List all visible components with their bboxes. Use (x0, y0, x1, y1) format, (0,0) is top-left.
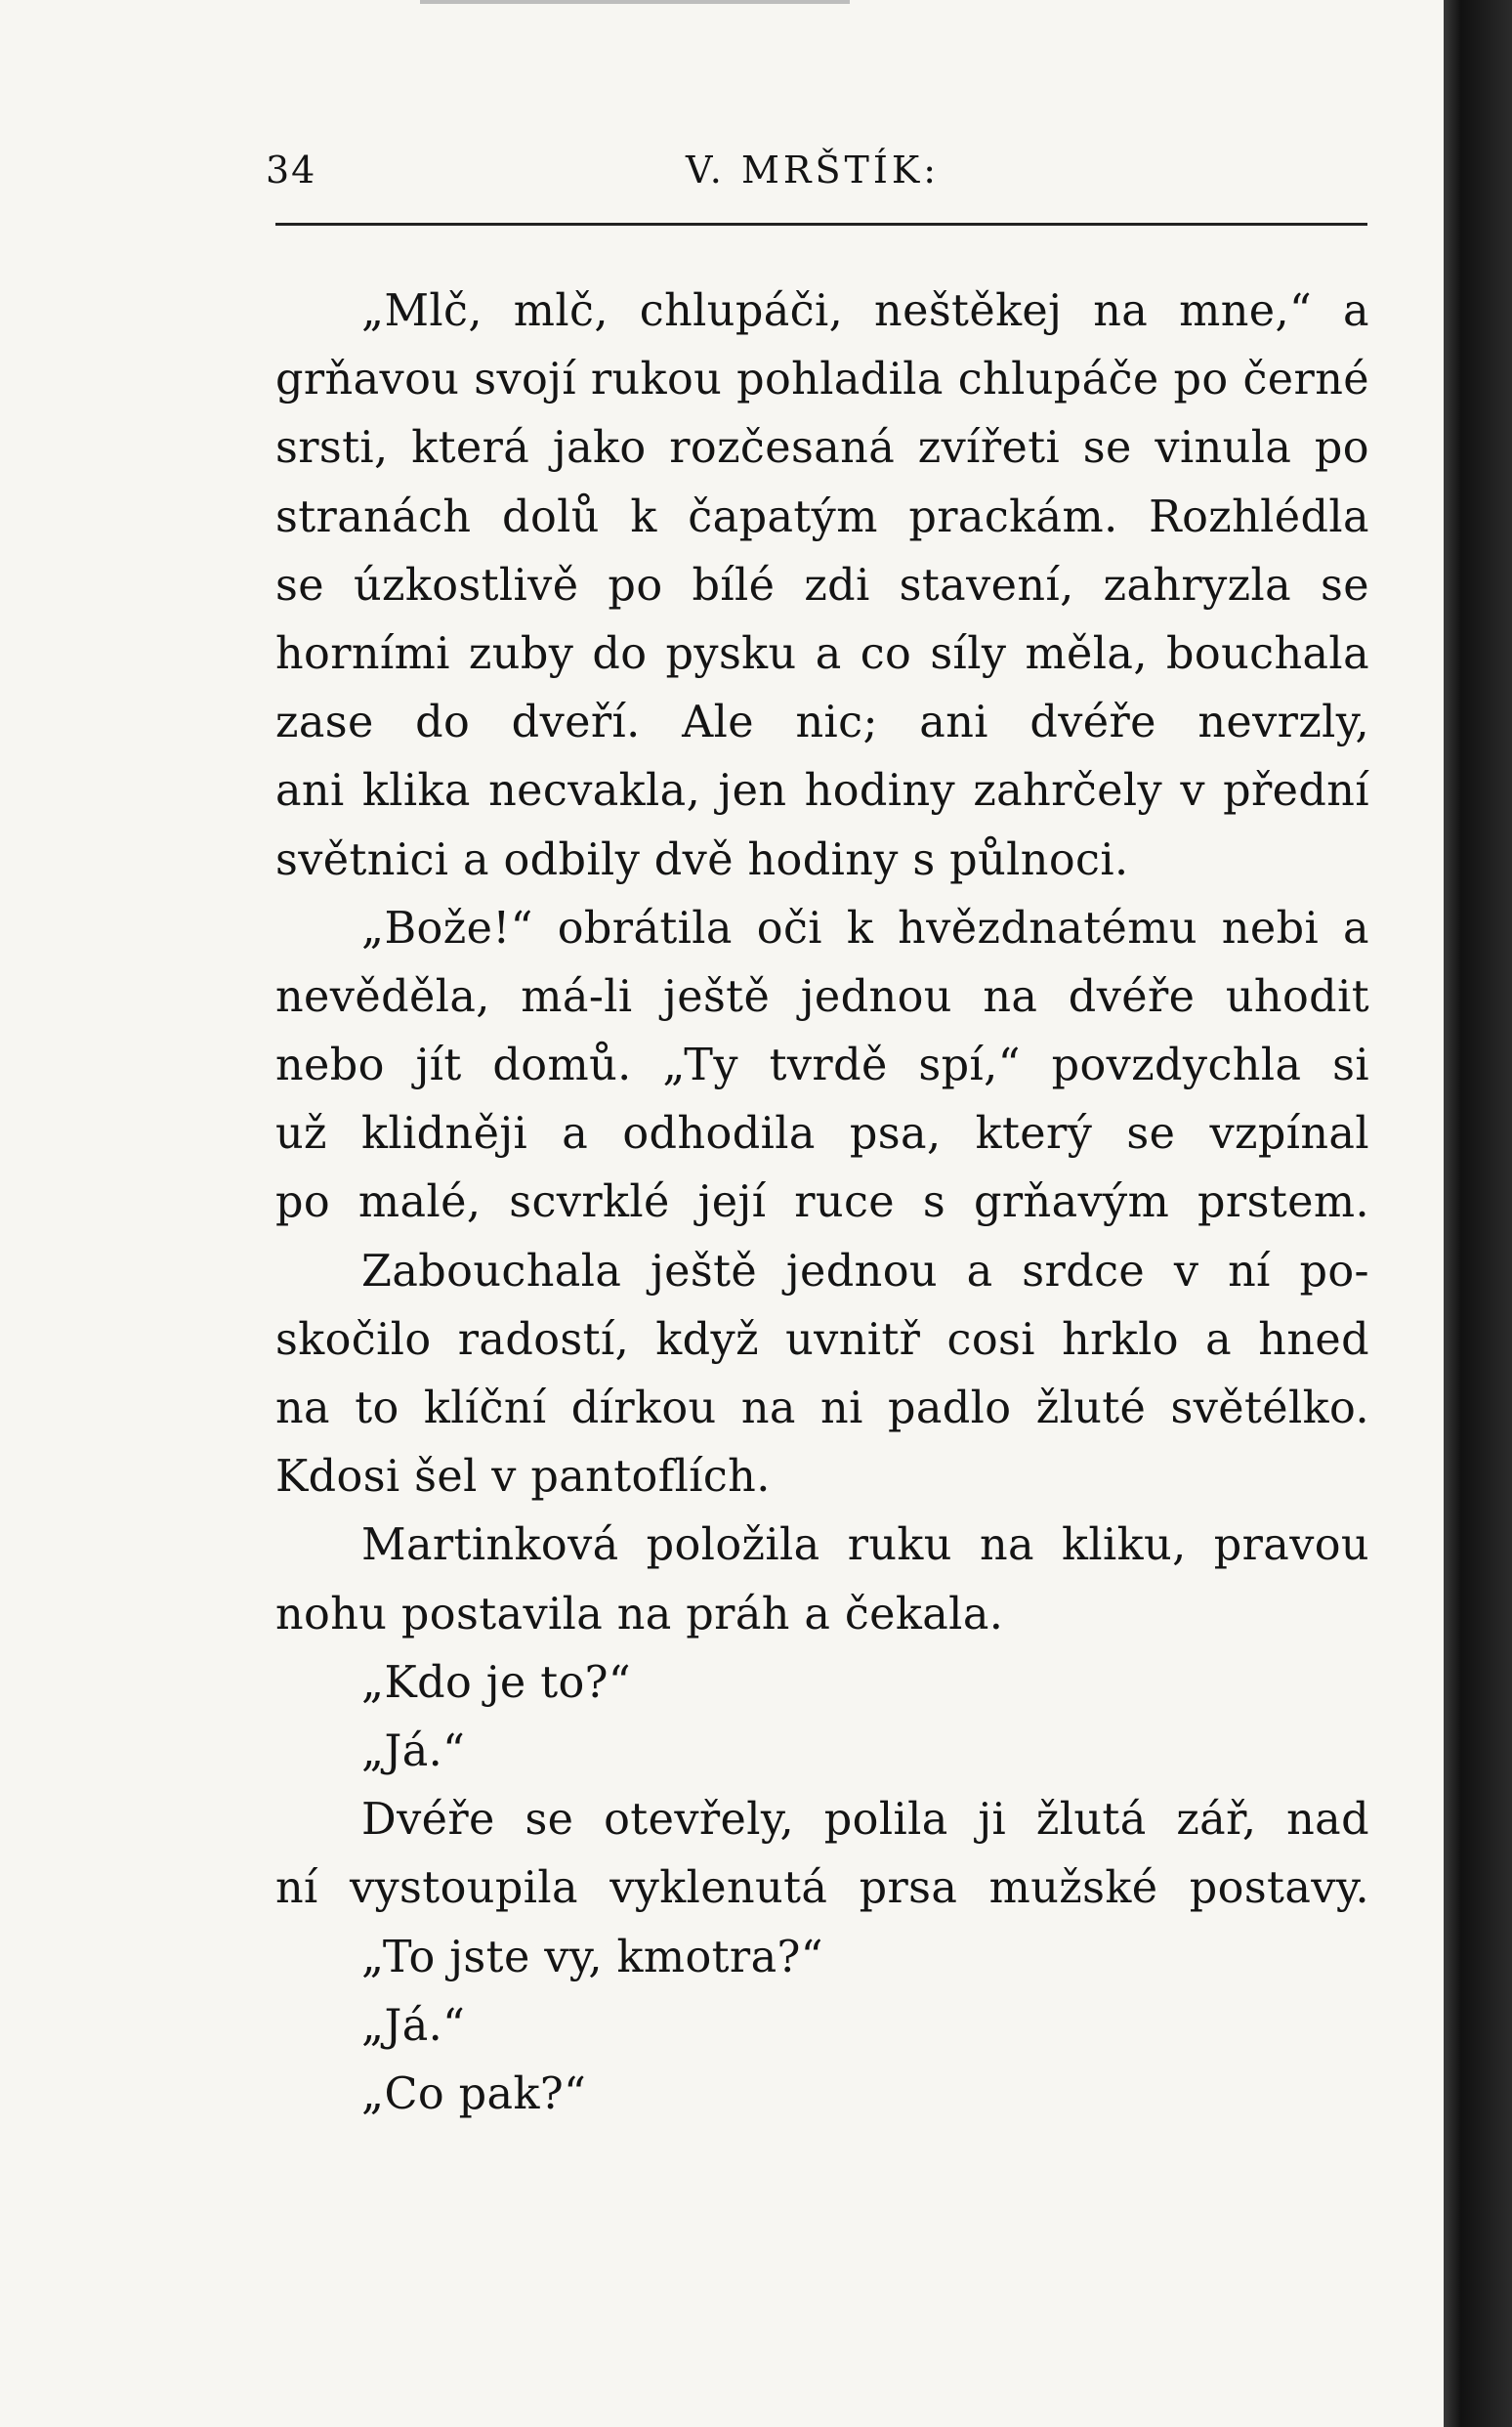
text-line: po malé, scvrklé její ruce s grňavým prstem. (275, 1177, 1369, 1228)
text-line: Kdosi šel v pantoflích. (275, 1452, 771, 1503)
text-line: grňavou svojí rukou pohladila chlupáče po černé (275, 355, 1369, 405)
text-line: zase do dveří. Ale nic; ani dvéře nevrzly, (275, 698, 1369, 748)
text-line: nebo jít domů. „Ty tvrdě spí,“ povzdychla si (275, 1041, 1369, 1091)
text-line: skočilo radostí, když uvnitř cosi hrklo a hned (275, 1314, 1369, 1365)
text-line: světnici a odbily dvě hodiny s půlnoci. (275, 834, 1129, 885)
text-line: Dvéře se otevřely, polila ji žlutá zář, nad (361, 1795, 1369, 1846)
text-line: ní vystoupila vyklenutá prsa mužské postavy. (275, 1863, 1369, 1914)
running-head-title: V. MRŠTÍK: (686, 149, 941, 192)
text-line: nohu postavila na práh a čekala. (275, 1589, 1004, 1639)
text-line: nevěděla, má-li ještě jednou na dvéře uhodit (275, 971, 1369, 1022)
text-line: srsti, která jako rozčesaná zvířeti se vinula po (275, 423, 1369, 474)
running-head (266, 149, 1367, 217)
page-number: 34 (266, 149, 317, 192)
header-rule (275, 223, 1367, 226)
text-line: se úzkostlivě po bílé zdi stavení, zahryzla se (275, 560, 1369, 611)
text-line: už klidněji a odhodila psa, který se vzpínal (275, 1109, 1369, 1160)
text-line: ani klika necvakla, jen hodiny zahrčely v přední (275, 766, 1369, 817)
text-line: „Kdo je to?“ (361, 1657, 632, 1708)
scan-top-edge (420, 0, 850, 4)
text-line: „Já.“ (361, 2000, 466, 2051)
text-line: „Já.“ (361, 1725, 466, 1776)
text-line: „Bože!“ obrátila oči k hvězdnatému nebi a (361, 903, 1369, 954)
text-line: stranách dolů k čapatým prackám. Rozhlédla (275, 491, 1369, 542)
text-line: horními zuby do pysku a co síly měla, bouchala (275, 628, 1369, 679)
text-line: „To jste vy, kmotra?“ (361, 1932, 823, 1982)
scan-right-edge (1444, 0, 1512, 2427)
text-line: na to klíční dírkou na ni padlo žluté světélko. (275, 1384, 1369, 1433)
text-line: „Mlč, mlč, chlupáči, neštěkej na mne,“ a (361, 286, 1369, 336)
text-line: Zabouchala ještě jednou a srdce v ní po- (361, 1246, 1369, 1297)
text-line: „Co pak?“ (361, 2068, 587, 2119)
text-line: Martinková položila ruku na kliku, pravou (361, 1520, 1369, 1571)
body-text (275, 277, 1369, 2129)
